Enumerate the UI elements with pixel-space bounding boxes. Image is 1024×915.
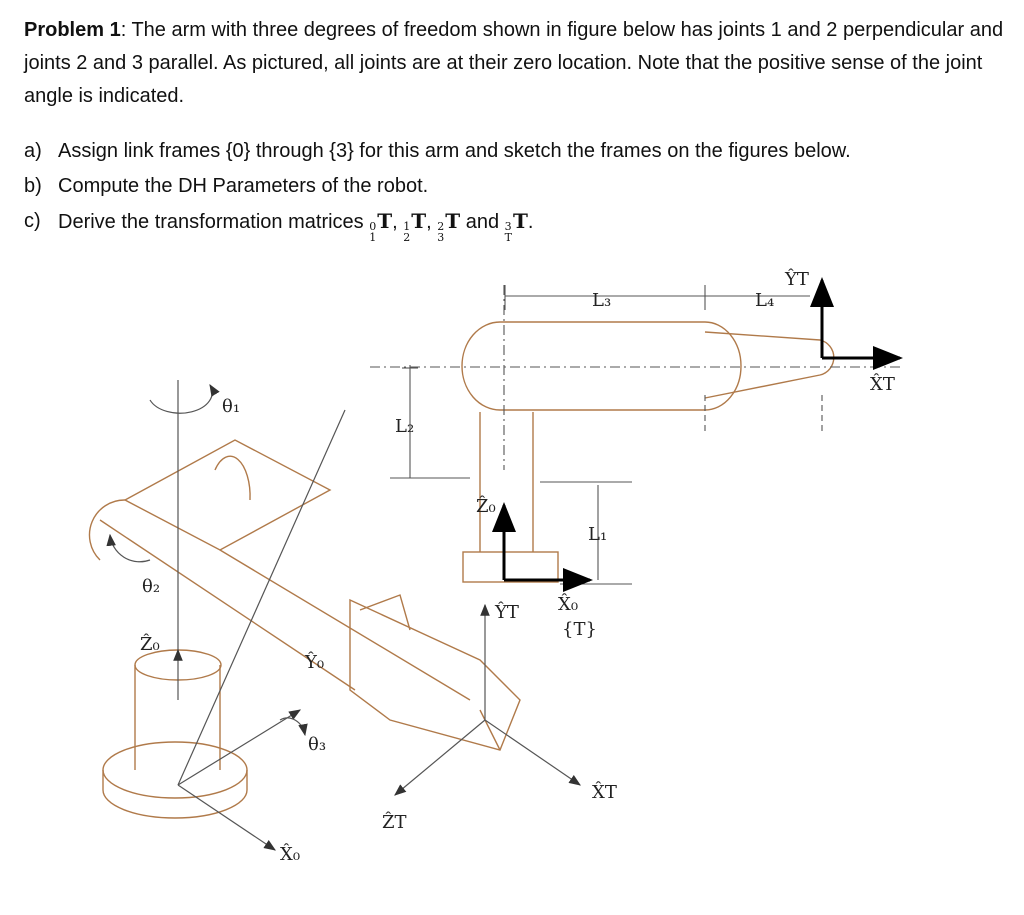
yT-label-left: ŶT bbox=[495, 602, 519, 623]
xT-axis-left bbox=[485, 720, 580, 785]
problem-colon: : bbox=[120, 19, 127, 41]
x0-label-left: X̂₀ bbox=[280, 844, 301, 865]
z0-label-right: Ẑ₀ bbox=[476, 496, 496, 517]
theta3-label: θ₃ bbox=[308, 734, 327, 755]
side-view bbox=[462, 322, 834, 582]
L2-label: L₂ bbox=[395, 416, 415, 437]
L3-label: L₃ bbox=[592, 290, 612, 311]
and-word: and bbox=[465, 211, 500, 233]
xT-label-left: X̂T bbox=[592, 782, 617, 803]
matrix-3-T: 3 T T bbox=[504, 209, 528, 244]
frames bbox=[504, 280, 900, 580]
L4-label: L₄ bbox=[755, 290, 775, 311]
part-c-letter: c) bbox=[24, 210, 41, 232]
yT-label-right: ŶT bbox=[785, 269, 809, 290]
L1-label: L₁ bbox=[588, 524, 608, 545]
x0-label-right: X̂₀ bbox=[558, 594, 579, 615]
y0-label-left: Ŷ₀ bbox=[305, 652, 325, 673]
side-post bbox=[480, 412, 533, 552]
problem-text: The arm with three degrees of freedom shown in figure below has joints 1 and 2 perpendicular and joints 2 and 3 parallel. As pictured, all joints are at their zero location. Note that the positive sense of the joint angle is indicated. bbox=[24, 19, 1004, 107]
isometric-arm bbox=[89, 440, 520, 818]
problem-label: Problem 1 bbox=[24, 19, 121, 41]
shoulder-cap bbox=[215, 456, 250, 500]
zT-axis-left bbox=[395, 720, 485, 795]
part-b-text: Compute the DH Parameters of the robot. bbox=[58, 175, 429, 197]
side-base-block bbox=[463, 552, 558, 582]
y0-axis-left bbox=[178, 710, 300, 785]
diagonal-axis-line bbox=[178, 410, 345, 785]
part-b-letter: b) bbox=[24, 175, 42, 197]
link1-sides bbox=[100, 520, 470, 700]
side-forearm bbox=[705, 332, 834, 398]
wrist-edge bbox=[480, 710, 500, 750]
base-disk-top bbox=[103, 742, 247, 798]
theta2-arrow bbox=[110, 535, 150, 562]
matrix-1-2: 1 2 T bbox=[403, 209, 427, 244]
xT-label-right: X̂T bbox=[870, 374, 895, 395]
part-a-letter: a) bbox=[24, 140, 42, 162]
z0-label-left: Ẑ₀ bbox=[140, 634, 160, 655]
theta1-arrow bbox=[150, 385, 212, 413]
part-c-text: Derive the transformation matrices bbox=[58, 211, 364, 233]
part-c: c) Derive the transformation matrices 0 1 T, 1 2 T, 2 3 T and 3 T T. bbox=[24, 204, 1004, 243]
theta2-label: θ₂ bbox=[142, 576, 161, 597]
link1-end bbox=[89, 500, 125, 560]
part-a-text: Assign link frames {0} through {3} for this arm and sketch the frames on the figures below. bbox=[58, 140, 851, 162]
frame-T-label: {T} bbox=[562, 619, 597, 640]
base-disk-side bbox=[103, 770, 247, 818]
matrix-2-3: 2 3 T bbox=[437, 209, 461, 244]
zT-label-left: ẐT bbox=[382, 812, 407, 833]
matrix-0-1: 0 1 T bbox=[369, 209, 393, 244]
theta1-label: θ₁ bbox=[222, 396, 241, 417]
